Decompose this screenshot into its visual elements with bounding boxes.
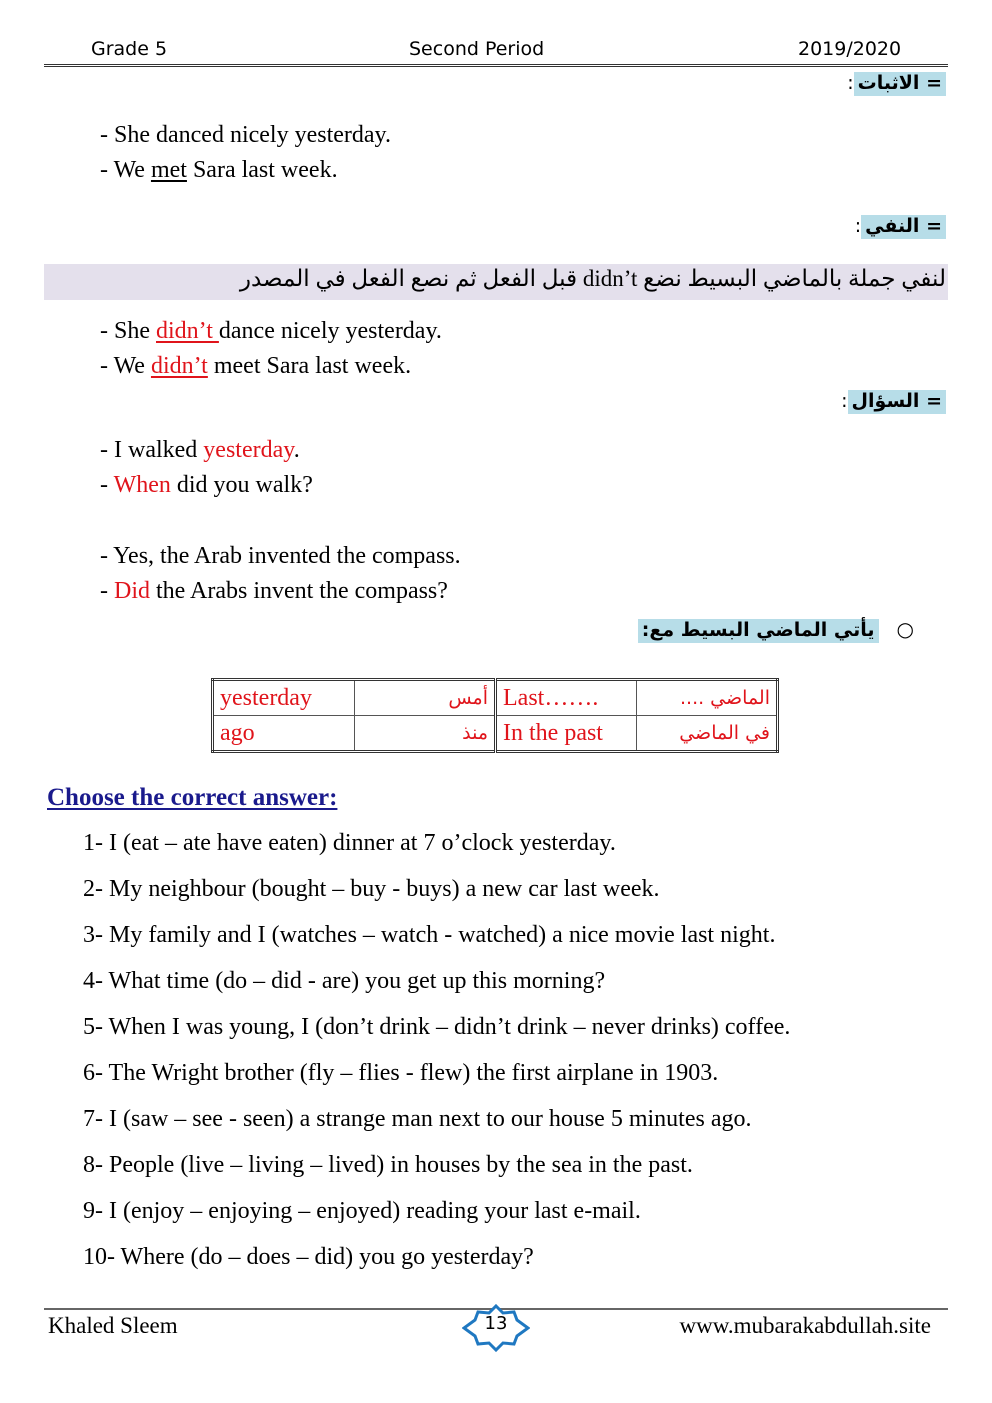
affirmative-example-1 [100, 122, 391, 149]
table-row [213, 716, 778, 752]
dash: - [100, 578, 114, 604]
affirmative-heading [847, 72, 946, 94]
circle-bullet-icon: ○ [896, 617, 914, 641]
heading-colon: : [854, 215, 862, 237]
negative-example-2 [100, 353, 411, 380]
highlighted-word: yesterday [203, 437, 294, 463]
header-divider [44, 64, 948, 65]
time-words-heading [638, 617, 914, 641]
header-period: Second Period [409, 38, 545, 60]
heading-text: السؤال [851, 390, 920, 412]
highlighted-word: Did [114, 578, 150, 604]
exercise-title: Choose the correct answer: [47, 784, 338, 811]
example-text: Sara last week. [186, 157, 338, 183]
example-text: She danced nicely yesterday. [114, 122, 391, 148]
dash: - [100, 472, 114, 498]
exercise-item: 6- The Wright brother (fly – flies - flew) the first airplane in 1903. [83, 1060, 719, 1086]
header-grade: Grade 5 [91, 38, 168, 60]
example-text: She [114, 318, 156, 344]
table-cell-ar: منذ [355, 716, 496, 752]
exercise-item: 3- My family and I (watches – watch - watched) a nice movie last night. [83, 922, 776, 948]
exercise-item: 10- Where (do – does – did) you go yesterday? [83, 1244, 534, 1270]
dash: - [100, 157, 114, 183]
question-example-4 [100, 578, 448, 605]
highlighted-didnt: didn’t [156, 318, 219, 344]
heading-text: النفي [865, 215, 920, 237]
example-text: . [293, 437, 300, 463]
dash: - [100, 122, 114, 148]
exercise-item: 7- I (saw – see - seen) a strange man next to our house 5 minutes ago. [83, 1106, 752, 1132]
table-cell-ar: الماضي .... [637, 680, 778, 716]
heading-text: الاثبات [857, 72, 920, 94]
footer-author: Khaled Sleem [48, 1313, 178, 1338]
heading-prefix: = [919, 215, 942, 237]
underlined-verb: met [150, 157, 187, 183]
example-text: the Arabs invent the compass? [150, 578, 448, 604]
negative-heading [855, 215, 946, 237]
question-example-3 [100, 543, 461, 570]
table-cell-en: In the past [496, 716, 637, 752]
table-cell-en: ago [213, 716, 355, 752]
affirmative-example-2 [100, 157, 338, 184]
heading-colon: : [847, 72, 854, 94]
heading-prefix: = [919, 72, 942, 94]
example-text: did you walk? [170, 472, 313, 498]
time-words-table [211, 678, 779, 753]
dash: - [100, 543, 114, 569]
exercise-item: 8- People (live – living – lived) in houses by the sea in the past. [83, 1152, 693, 1178]
dash: - [100, 353, 114, 379]
footer-website: www.mubarakabdullah.site [679, 1313, 931, 1338]
dash: - [100, 437, 114, 463]
heading-text: يأتي الماضي البسيط مع [649, 619, 875, 641]
dash: - [100, 318, 114, 344]
question-example-2 [100, 472, 313, 499]
example-text: We [113, 157, 151, 183]
negative-rule-text: لنفي جملة بالماضي البسيط نضع didn’t قبل الفعل ثم نصع الفعل في المصدر [239, 266, 946, 291]
example-text: meet Sara last week. [207, 353, 412, 379]
table-cell-ar: في الماضي [637, 716, 778, 752]
heading-colon: : [641, 619, 650, 641]
heading-colon: : [841, 390, 848, 412]
example-text: We [113, 353, 151, 379]
exercise-item: 4- What time (do – did - are) you get up this morning? [83, 968, 606, 994]
highlighted-didnt: didn’t [150, 353, 208, 379]
heading-prefix: = [919, 390, 942, 412]
example-text: dance nicely yesterday. [218, 318, 442, 344]
negative-example-1 [100, 318, 442, 345]
question-heading [841, 390, 946, 412]
table-row [213, 680, 778, 716]
exercise-item: 2- My neighbour (bought – buy - buys) a new car last week. [83, 876, 660, 902]
question-example-1 [100, 437, 300, 464]
example-text: I walked [114, 437, 204, 463]
exercise-item: 9- I (enjoy – enjoying – enjoyed) reading your last e-mail. [83, 1198, 641, 1224]
exercise-item: 5- When I was young, I (don’t drink – didn’t drink – never drinks) coffee. [83, 1014, 791, 1040]
table-cell-en: Last……. [496, 680, 637, 716]
header-divider-double [44, 66, 948, 67]
table-cell-ar: أمس [355, 680, 496, 716]
page-number: 13 [484, 1313, 508, 1334]
exercise-item: 1- I (eat – ate have eaten) dinner at 7 o’clock yesterday. [83, 830, 616, 856]
highlighted-word: When [113, 472, 171, 498]
table-cell-en: yesterday [213, 680, 355, 716]
page-number-badge [462, 1304, 530, 1352]
header-year: 2019/2020 [798, 38, 902, 60]
example-text: Yes, the Arab invented the compass. [113, 543, 461, 569]
